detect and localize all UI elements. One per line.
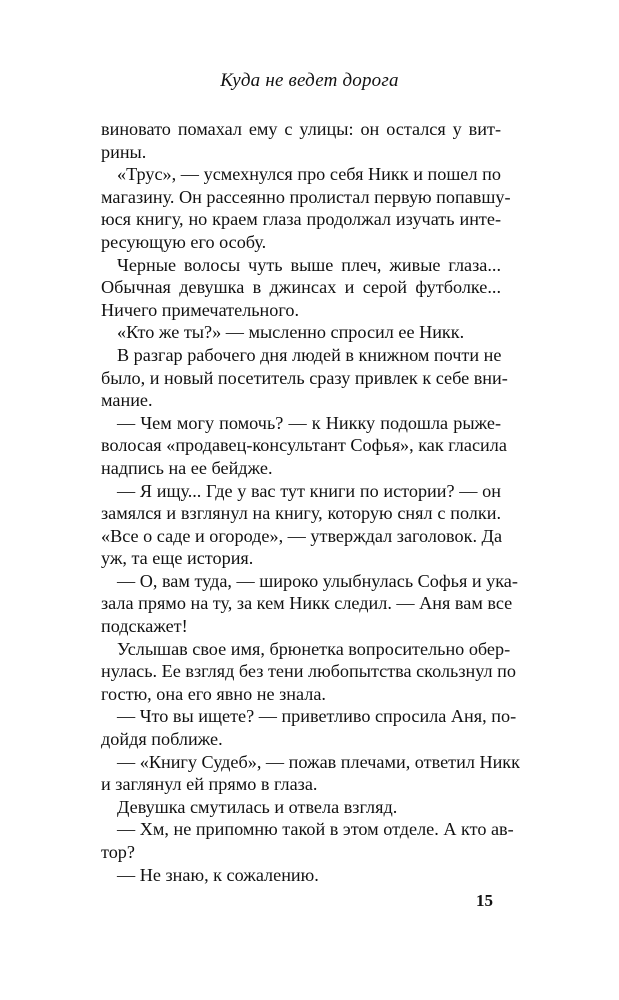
text-line: В разгар рабочего дня людей в книжном почти не [117, 344, 502, 365]
text-line: тор? [101, 842, 135, 862]
text-line: ресующую его особу. [101, 231, 267, 252]
text-line: — Хм, не припомню такой в этом отделе. А кто ав- [117, 819, 514, 840]
text-line: и заглянул ей прямо в глаза. [101, 774, 318, 795]
text-line: Черные волосы чуть выше плеч, живые глаза... [117, 254, 501, 275]
text-line: виновато помахал ему с улицы: он остался у вит- [101, 119, 501, 139]
text-line: Ничего примечательного. [101, 299, 300, 320]
text-line: зала прямо на ту, за кем Никк следил. — Аня вам все [101, 593, 513, 614]
body-text [101, 118, 520, 886]
text-line: Услышав свое имя, брюнетка вопросительно обер- [117, 638, 511, 659]
running-title: Куда не ведет дорога [220, 70, 399, 91]
text-line: дойдя поближе. [101, 729, 223, 750]
text-line: волосая «продавец-консультант Софья», как гласила [101, 435, 507, 456]
page-number: 15 [476, 891, 493, 910]
text-line: — «Книгу Судеб», — пожав плечами, ответил Никк [117, 751, 520, 772]
text-line: было, и новый посетитель сразу привлек к себе вни- [101, 367, 508, 388]
text-line: уж, та еще история. [101, 548, 254, 569]
text-line: Обычная девушка в джинсах и серой футболке... [101, 277, 501, 298]
text-line: — Чем могу помочь? — к Никку подошла рыже- [117, 412, 501, 433]
text-line: магазину. Он рассеянно пролистал первую попавшу- [101, 186, 511, 207]
text-line: надпись на ее бейдже. [101, 457, 273, 478]
text-line: замялся и взглянул на книгу, которую снял с полки. [101, 503, 501, 524]
text-line: нулась. Ее взгляд без тени любопытства скользнул по [101, 661, 516, 682]
text-line: «Кто же ты?» — мысленно спросил ее Никк. [117, 322, 465, 343]
text-line: гостю, она его явно не знала. [101, 683, 326, 704]
text-line: рины. [101, 141, 147, 162]
text-line: юся книгу, но краем глаза продолжал изучать инте- [101, 209, 501, 230]
text-line: Девушка смутилась и отвела взгляд. [117, 796, 398, 817]
text-line: подскажет! [101, 616, 188, 637]
text-line: — О, вам туда, — широко улыбнулась Софья и ука- [117, 570, 518, 591]
text-line: — Я ищу... Где у вас тут книги по истории? — он [117, 480, 501, 501]
text-line: мание. [101, 390, 153, 411]
text-line: — Что вы ищете? — приветливо спросила Аня, по- [117, 706, 517, 727]
text-line: «Все о саде и огороде», — утверждал заголовок. Да [101, 525, 503, 546]
text-line: — Не знаю, к сожалению. [117, 864, 319, 885]
text-line: «Трус», — усмехнулся про себя Никк и пошел по [117, 164, 501, 185]
